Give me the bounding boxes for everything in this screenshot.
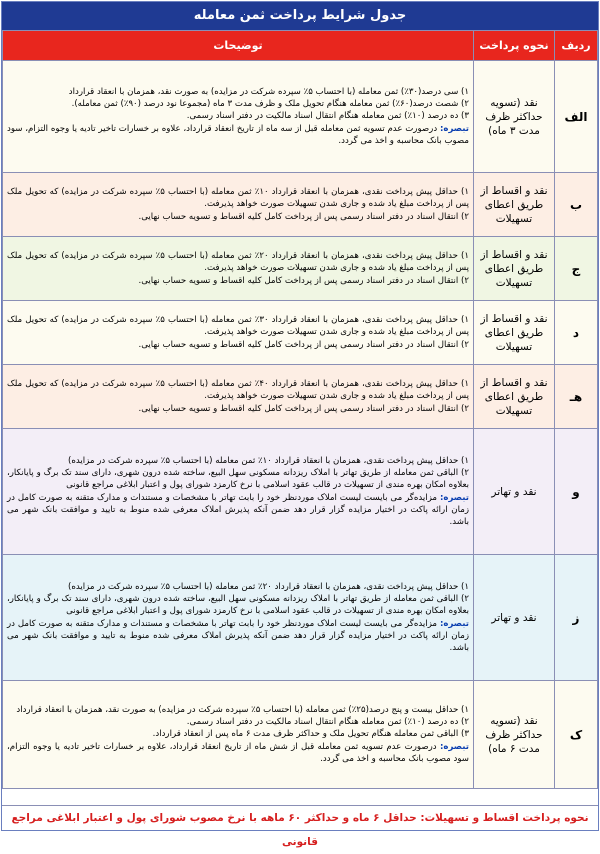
table-row xyxy=(3,61,598,173)
header-payment-label: نحوه پرداخت xyxy=(474,31,555,61)
note-line xyxy=(7,618,469,655)
row-payment-method: نقد (تسویه حداکثر ظرف مدت ۶ ماه) xyxy=(474,681,555,789)
header-desc-label: توضیحات xyxy=(3,31,474,61)
table-row xyxy=(3,555,598,681)
table-header-row xyxy=(3,31,598,61)
description-line: ۲) انتقال اسناد در دفتر اسناد رسمی پس از پرداخت کامل کلیه اقساط و تسویه حساب نهایی. xyxy=(138,403,469,414)
table-row xyxy=(3,237,598,301)
description-line: ۱) حداقل پیش پرداخت نقدی، همزمان با انعقاد قرارداد ۴۰٪ ثمن معامله (با احتساب ۵٪ سپرده شرکت در مزایده) که تحویل ملک پس از پرداخت مبلغ یاد شده و جاری شدن تسهیلات صورت خواهد پذیرفت. xyxy=(7,379,469,402)
description-line: ۱) حداقل پیش پرداخت نقدی، همزمان با انعقاد قرارداد ۲۰٪ ثمن معامله (با احتساب ۵٪ سپرده شرکت در مزایده) xyxy=(68,581,469,592)
table-row xyxy=(3,429,598,555)
note-label: تبصره: xyxy=(439,492,469,503)
description-line: ۱) حداقل پیش پرداخت نقدی، همزمان با انعقاد قرارداد ۳۰٪ ثمن معامله (با احتساب ۵٪ سپرده شرکت در مزایده) که تحویل ملک پس از پرداخت مبلغ یاد شده و جاری شدن تسهیلات صورت خواهد پذیرفت. xyxy=(7,315,469,338)
description-line: ۱) سی درصد(۳۰٪) ثمن معامله (با احتساب ۵٪ سپرده شرکت در مزایده) به صورت نقد، همزمان با انعقاد قرارداد xyxy=(68,86,469,97)
description-line: ۳) الباقی ثمن معامله هنگام تحویل ملک و حداکثر ظرف مدت ۶ ماه پس از انعقاد قرارداد. xyxy=(152,729,469,740)
description-line: ۲) انتقال اسناد در دفتر اسناد رسمی پس از پرداخت کامل کلیه اقساط و تسویه حساب نهایی. xyxy=(138,275,469,286)
note-label: تبصره: xyxy=(439,618,469,629)
description-line: ۱) حداقل پیش پرداخت نقدی، همزمان با انعقاد قرارداد ۲۰٪ ثمن معامله (با احتساب ۵٪ سپرده شرکت در مزایده) که تحویل ملک پس از پرداخت مبلغ یاد شده و جاری شدن تسهیلات صورت خواهد پذیرفت. xyxy=(7,251,469,274)
row-description xyxy=(3,61,474,173)
note-line xyxy=(7,741,469,765)
row-payment-method: نقد و اقساط از طریق اعطای تسهیلات xyxy=(474,237,555,301)
row-id: هـ xyxy=(555,365,598,429)
note-text: درصورت عدم تسویه ثمن معامله قبل از شش ماه از تاریخ انعقاد قرارداد، علاوه بر خسارات تاخیر تادیه یا وجوه التزام، سود مصوب بانک محاسبه و اخذ می گردد. xyxy=(7,741,469,764)
row-payment-method: نقد و تهاتر xyxy=(474,429,555,555)
description-line: ۳) ده درصد (۱۰٪) ثمن معامله هنگام انتقال اسناد مالکیت در دفتر اسناد رسمی. xyxy=(186,111,469,122)
description-line: ۱) حداقل پیش پرداخت نقدی، همزمان با انعقاد قرارداد ۱۰٪ ثمن معامله (با احتساب ۵٪ سپرده شرکت در مزایده) xyxy=(68,455,469,466)
row-id: ک xyxy=(555,681,598,789)
row-payment-method: نقد و تهاتر xyxy=(474,555,555,681)
note-text: درصورت عدم تسویه ثمن معامله قبل از سه ماه از تاریخ انعقاد قرارداد، علاوه بر خسارات تاخیر تادیه یا وجوه التزام، سود مصوب بانک محاسبه و اخذ می گردد. xyxy=(7,123,469,146)
table-row xyxy=(3,365,598,429)
note-label: تبصره: xyxy=(439,741,469,752)
row-payment-method: نقد (تسویه حداکثر ظرف مدت ۳ ماه) xyxy=(474,61,555,173)
footer-note: نحوه پرداخت اقساط و تسهیلات: حداقل ۶ ماه و حداکثر ۶۰ ماهه با نرخ مصوب شورای پول و اعتبار ابلاغی مراجع قانونی xyxy=(2,805,598,830)
row-description xyxy=(3,365,474,429)
note-line xyxy=(7,123,469,147)
row-description xyxy=(3,681,474,789)
row-description xyxy=(3,301,474,365)
row-id: ب xyxy=(555,173,598,237)
row-id: د xyxy=(555,301,598,365)
description-line: ۲) الباقی ثمن معامله از طریق تهاتر با املاک ریزدانه مسکونی سهل البیع، ساخته شده درون شهری، دارای سند تک برگ و پایانکار، بعلاوه امکان بهره مندی از تسهیلات در قالب عقود اسلامی با نرخ کارمزد شورای پول و اعتبار ابلاغی مراجع قانونی xyxy=(7,468,469,491)
description-line: ۲) شصت درصد(۶۰٪) ثمن معامله هنگام تحویل ملک و ظرف مدت ۳ ماه (مجموعا نود درصد (۹۰٪) ثمن معامله). xyxy=(71,99,469,110)
row-id: و xyxy=(555,429,598,555)
note-text: مزایده‌گر می بایست لیست املاک موردنظر خود را بابت تهاتر با مشخصات و مستندات و مدارک متقنه به صورت کامل در زمان ارائه پاکت در اختیار مزایده گزار قرار دهد ضمن آنکه پذیرش املاک معرفی شده منوط به تایید و موافقت بانک شهر می باشد. xyxy=(7,618,469,653)
description-line: ۲) الباقی ثمن معامله از طریق تهاتر با املاک ریزدانه مسکونی سهل البیع، ساخته شده درون شهری، دارای سند تک برگ و پایانکار، بعلاوه امکان بهره مندی از تسهیلات در قالب عقود اسلامی با نرخ کارمزد شورای پول و اعتبار ابلاغی مراجع قانونی xyxy=(7,594,469,617)
row-id: الف xyxy=(555,61,598,173)
row-id: ز xyxy=(555,555,598,681)
table-row xyxy=(3,681,598,789)
description-line: ۱) حداقل بیست و پنج درصد(۲۵٪) ثمن معامله (با احتساب ۵٪ سپرده شرکت در مزایده) به صورت نقد، همزمان با انعقاد قرارداد xyxy=(16,704,469,715)
table-row xyxy=(3,173,598,237)
row-description xyxy=(3,173,474,237)
row-payment-method: نقد و اقساط از طریق اعطای تسهیلات xyxy=(474,173,555,237)
description-line: ۲) انتقال اسناد در دفتر اسناد رسمی پس از پرداخت کامل کلیه اقساط و تسویه حساب نهایی. xyxy=(138,211,469,222)
description-line: ۲) انتقال اسناد در دفتر اسناد رسمی پس از پرداخت کامل کلیه اقساط و تسویه حساب نهایی. xyxy=(138,339,469,350)
note-text: مزایده‌گر می بایست لیست املاک موردنظر خود را بابت تهاتر با مشخصات و مستندات و مدارک متقنه به صورت کامل در زمان ارائه پاکت در اختیار مزایده گزار قرار دهد ضمن آنکه پذیرش املاک معرفی شده منوط به تایید و موافقت بانک شهر می باشد. xyxy=(7,492,469,527)
note-line xyxy=(7,492,469,529)
header-row-label: ردیف xyxy=(555,31,598,61)
row-description xyxy=(3,237,474,301)
description-line: ۲) ده درصد (۱۰٪) ثمن معامله هنگام انتقال اسناد مالکیت در دفتر اسناد رسمی. xyxy=(186,717,469,728)
row-id: ج xyxy=(555,237,598,301)
row-description xyxy=(3,555,474,681)
page-title: جدول شرایط پرداخت ثمن معامله xyxy=(2,2,598,30)
payment-terms-table xyxy=(2,30,598,789)
row-payment-method: نقد و اقساط از طریق اعطای تسهیلات xyxy=(474,365,555,429)
table-body xyxy=(3,61,598,789)
description-line: ۱) حداقل پیش پرداخت نقدی، همزمان با انعقاد قرارداد ۱۰٪ ثمن معامله (با احتساب ۵٪ سپرده شرکت در مزایده) که تحویل ملک پس از پرداخت مبلغ یاد شده و جاری شدن تسهیلات صورت خواهد پذیرفت. xyxy=(7,187,469,210)
row-description xyxy=(3,429,474,555)
row-payment-method: نقد و اقساط از طریق اعطای تسهیلات xyxy=(474,301,555,365)
payment-terms-page xyxy=(1,1,599,848)
table-row xyxy=(3,301,598,365)
note-label: تبصره: xyxy=(439,123,470,134)
